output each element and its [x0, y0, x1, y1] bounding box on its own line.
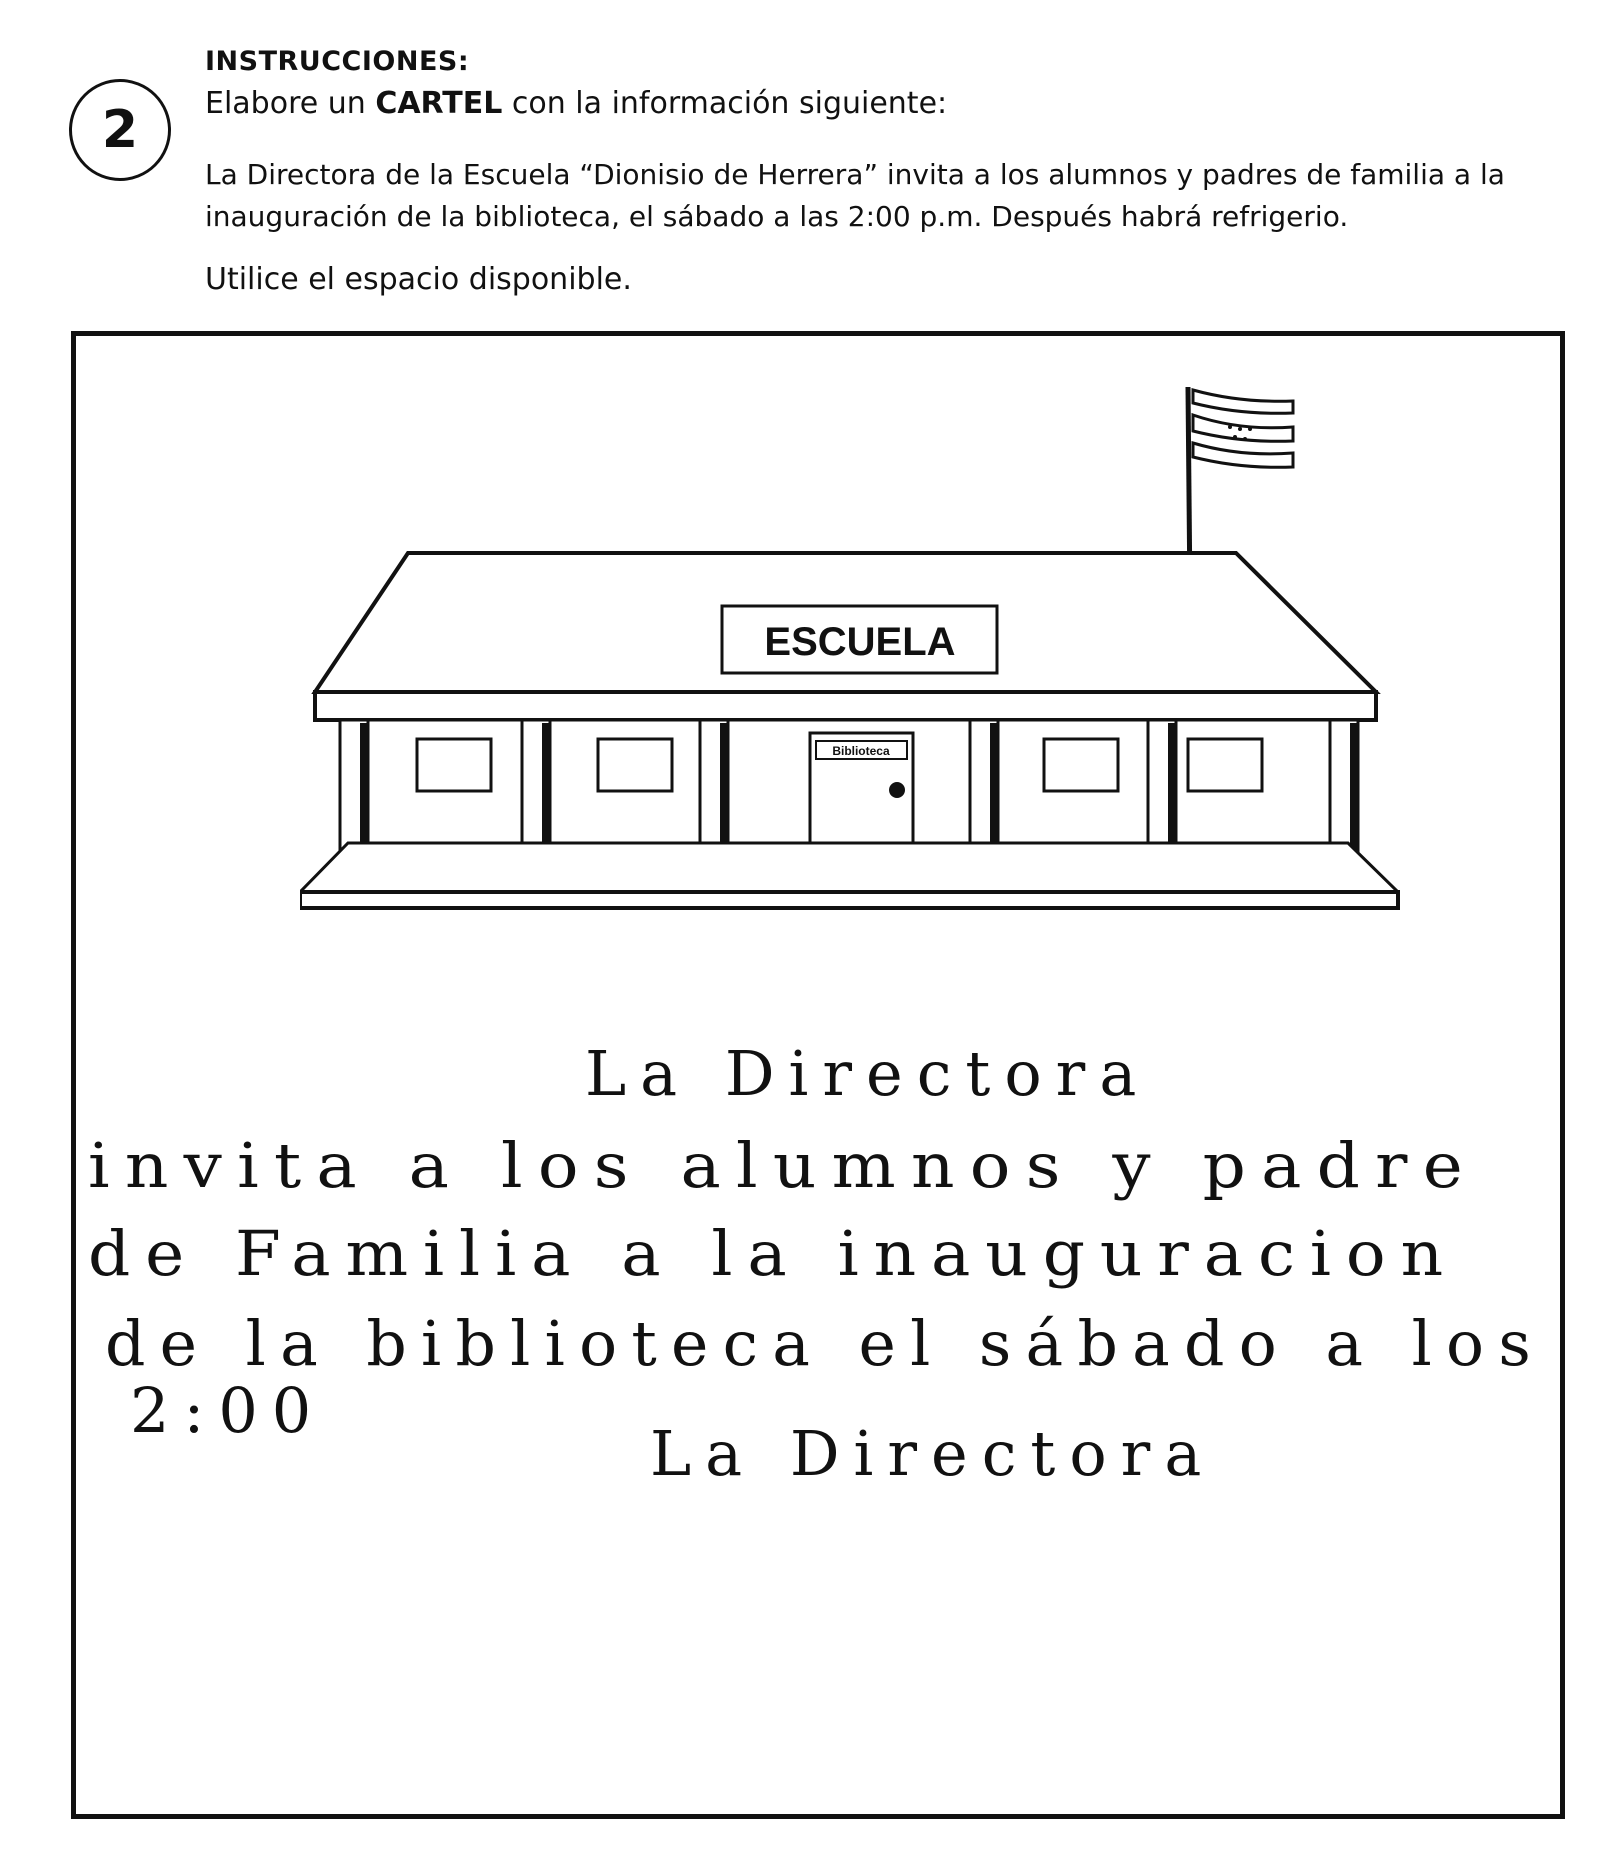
- flag-stripe-top: [1193, 390, 1293, 413]
- school-drawing: [300, 385, 1400, 945]
- instructions-line-prefix: Elabore un: [205, 86, 376, 121]
- instructions-heading: INSTRUCCIONES:: [205, 46, 470, 77]
- usage-note: Utilice el espacio disponible.: [205, 262, 632, 297]
- handwriting-line-4: de la biblioteca el sábado a los: [105, 1307, 1546, 1380]
- handwriting-line-6: La Directora: [650, 1417, 1216, 1490]
- porch-base: [300, 892, 1398, 908]
- instructions-line-bold: CARTEL: [375, 86, 503, 121]
- question-number: 2: [101, 100, 139, 160]
- handwriting-line-1: La Directora: [585, 1037, 1151, 1110]
- porch: [300, 843, 1398, 892]
- door-sign: Biblioteca: [832, 744, 890, 758]
- instructions-paragraph: La Directora de la Escuela “Dionisio de Herrera” invita a los alumnos y padres de familia a la inauguración de la biblioteca, el sábado a las 2:00 p.m. Después habrá refrigerio.: [205, 158, 1505, 233]
- window: [1044, 739, 1118, 791]
- school-sign: ESCUELA: [764, 620, 956, 664]
- window: [417, 739, 491, 791]
- window: [1188, 739, 1262, 791]
- handwriting-line-3: de Familia a la inauguracion: [88, 1217, 1458, 1290]
- flag-stripe-bottom: [1193, 443, 1293, 467]
- instructions-line-suffix: con la información siguiente:: [502, 86, 948, 121]
- handwriting-line-2: invita a los alumnos y padre: [88, 1129, 1478, 1202]
- handwriting-line-5: 2:00: [130, 1374, 326, 1447]
- roof-edge: [315, 692, 1376, 720]
- question-number-badge: [69, 79, 171, 181]
- window: [598, 739, 672, 791]
- flag-stripe-mid: [1193, 415, 1293, 441]
- door-knob: [889, 782, 905, 798]
- instructions-line: [205, 86, 947, 121]
